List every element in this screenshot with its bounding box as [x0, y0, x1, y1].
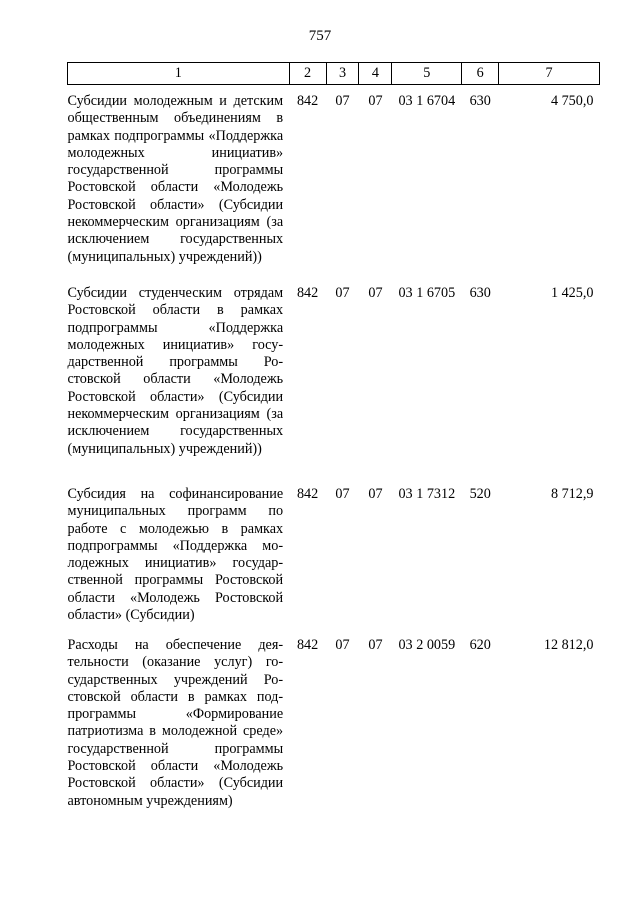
column-header-1: 1 [68, 63, 290, 85]
column-header-2: 2 [289, 63, 326, 85]
column-header-5: 5 [392, 63, 462, 85]
row-target-article: 03 1 6705 [398, 285, 456, 301]
row-subsection-code: 07 [368, 637, 383, 653]
row-expense-type: 630 [469, 93, 491, 109]
table-row [68, 85, 600, 281]
page-number: 757 [308, 28, 332, 44]
table-row [68, 632, 600, 810]
row-amount: 8 712,9 [550, 486, 594, 502]
row-section-code: 07 [335, 486, 350, 502]
row-amount: 1 425,0 [550, 285, 594, 301]
row-target-article: 03 1 7312 [398, 486, 456, 502]
row-description: Расходы на обеспечение деятельности (оказание услуг) государственных учреждений Ростовской области в рамках подпрограммы «Формирование патриотизма в молодежной среде» государственной программы Ростовской области «Молодежь Ростовской области» (Субсидии автономным учреждениям) [67, 637, 284, 809]
row-section-code: 07 [335, 93, 350, 109]
table-row [68, 280, 600, 481]
row-ministry-code: 842 [296, 486, 319, 502]
row-expense-type: 520 [469, 486, 491, 502]
row-amount: 12 812,0 [543, 637, 594, 653]
row-description: Субсидия на софинансирование муниципальных программ по работе с молодежью в рамках подпрограммы «Поддержка молодежных инициатив» государственной программы Ростовской области «Молодежь Ростовской области» (Субсидии) [67, 486, 284, 624]
row-ministry-code: 842 [296, 637, 319, 653]
row-subsection-code: 07 [368, 486, 383, 502]
row-description: Субсидии молодежным и детским общественным объединениям в рамках подпрограммы «Поддержка молодежных инициатив» государственной программы Ростовской области «Молодежь Ростовской области» (Субсидии некоммерческим организациям (за исключением государственных (муниципальных) учреждений)) [67, 93, 284, 265]
column-header-3: 3 [326, 63, 359, 85]
table-row [68, 481, 600, 632]
row-subsection-code: 07 [368, 285, 383, 301]
row-expense-type: 630 [469, 285, 491, 301]
row-section-code: 07 [335, 285, 350, 301]
row-subsection-code: 07 [368, 93, 383, 109]
budget-table [67, 62, 600, 810]
row-ministry-code: 842 [296, 93, 319, 109]
header-row [68, 63, 600, 85]
row-section-code: 07 [335, 637, 350, 653]
column-header-7: 7 [499, 63, 600, 85]
row-ministry-code: 842 [296, 285, 319, 301]
row-expense-type: 620 [469, 637, 491, 653]
row-amount: 4 750,0 [550, 93, 594, 109]
column-header-6: 6 [462, 63, 499, 85]
column-header-4: 4 [359, 63, 392, 85]
row-target-article: 03 2 0059 [398, 637, 456, 653]
row-target-article: 03 1 6704 [398, 93, 456, 109]
row-description: Субсидии студенческим отрядам Ростовской области в рамках подпрограммы «Поддержка молодежных инициатив» государственной программы Ростовской области «Молодежь Ростовской области» (Субсидии некоммерческим организациям (за исключением государственных (муниципальных) учреждений)) [67, 285, 284, 457]
